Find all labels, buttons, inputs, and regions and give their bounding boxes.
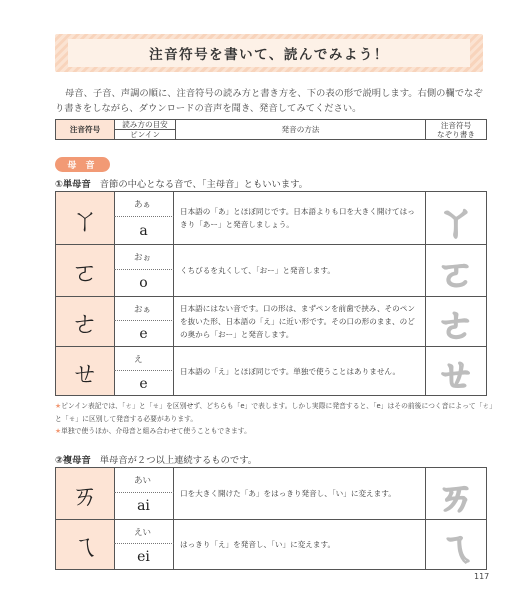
tracing-cell[interactable] — [426, 468, 486, 519]
zhuyin-symbol: ㄚ — [56, 192, 115, 244]
tracing-glyph: ㄝ — [436, 352, 475, 397]
pronunciation-desc: 日本語にはない音です。口の形は、まずペンを前歯で挟み、そのペンを抜いた形、日本語の「え」に近い形です。その口の形のまま、のどの奥から「おー」と発音します。 — [174, 297, 426, 346]
compound-vowel-heading-num: ②複母音 — [55, 455, 91, 466]
pinyin-reading: ei — [114, 543, 174, 570]
note-item — [55, 400, 495, 425]
table-row — [56, 346, 486, 395]
note-text: ピンイン表記では、「ㄜ」と「ㄝ」を区別せず、どちらも「e」で表します。しかし実際に発音すると、「e」はその前後につく音によって「ㄜ」と「ㄝ」に区別して発音する必要があります。 — [55, 402, 493, 423]
pinyin-reading: a — [114, 216, 174, 244]
pinyin-reading: e — [114, 320, 174, 346]
tracing-glyph: ㄚ — [436, 199, 475, 244]
zhuyin-symbol: ㄞ — [56, 468, 115, 519]
pronunciation-desc: くちびるを丸くして、「おー」と発音します。 — [174, 245, 426, 296]
title-banner — [55, 34, 483, 72]
tracing-cell[interactable] — [426, 245, 486, 296]
table-row — [56, 519, 486, 569]
kana-reading: えい — [114, 520, 174, 543]
page-title: 注音符号を書いて、読んでみよう！ — [68, 39, 470, 67]
table-row — [56, 296, 486, 346]
zhuyin-symbol: ㄝ — [56, 347, 115, 395]
legend-tracing: 注音符号 なぞり書き — [426, 120, 487, 140]
note-text: 単独で使うほか、介母音と組み合わせて使うこともできます。 — [61, 427, 251, 435]
star-icon: ★ — [55, 427, 62, 435]
tracing-cell[interactable] — [426, 297, 486, 346]
compound-vowel-heading-text: 単母音が２つ以上連続するものです。 — [99, 455, 258, 466]
zhuyin-symbol: ㄟ — [56, 520, 115, 569]
tracing-glyph: ㄛ — [436, 252, 475, 296]
tracing-glyph: ㄜ — [436, 303, 475, 347]
note-item — [55, 425, 495, 438]
zhuyin-symbol: ㄜ — [56, 297, 115, 346]
intro-paragraph: 母音、子音、声調の順に、注音符号の読み方と書き方を、下の表の形で説明します。右側の欄でなぞり書きをしながら、ダウンロードの音声を聞き、発音してみてください。 — [55, 88, 483, 114]
tracing-glyph: ㄟ — [436, 526, 475, 570]
kana-reading: おぉ — [114, 245, 174, 269]
tracing-cell[interactable] — [426, 192, 486, 244]
tracing-cell[interactable] — [426, 520, 486, 569]
legend-reading: 読み方の目安 — [115, 120, 176, 130]
tracing-glyph: ㄞ — [436, 475, 475, 519]
table-row — [56, 192, 486, 244]
pronunciation-desc: 日本語の「あ」とほぼ同じです。日本語よりも口を大きく開けてはっきり「あー」と発音しましょう。 — [174, 192, 426, 244]
section-label-vowels: 母 音 — [55, 157, 110, 172]
single-vowel-table — [55, 191, 487, 396]
single-vowel-heading-text: 音節の中心となる音で、「主母音」ともいいます。 — [99, 179, 308, 190]
pronunciation-desc: 口を大きく開けた「あ」をはっきり発音し、「い」に変えます。 — [174, 468, 426, 519]
compound-vowel-table — [55, 467, 487, 570]
kana-reading: おぁ — [114, 297, 174, 320]
pronunciation-desc: はっきり「え」を発音し、「い」に変えます。 — [174, 520, 426, 569]
legend-pinyin: ピンイン — [115, 130, 176, 140]
kana-reading: え — [114, 347, 174, 370]
compound-vowel-heading — [55, 452, 257, 466]
legend-method: 発音の方法 — [176, 120, 426, 140]
kana-reading: あぁ — [114, 192, 174, 216]
table-row — [56, 244, 486, 296]
legend-symbol: 注音符号 — [56, 120, 115, 140]
pinyin-reading: e — [114, 370, 174, 396]
page-number: 117 — [474, 572, 490, 581]
legend-table — [55, 119, 487, 140]
single-vowel-heading-num: ①単母音 — [55, 179, 91, 190]
zhuyin-symbol: ㄛ — [56, 245, 115, 296]
notes — [55, 400, 495, 438]
pronunciation-desc: 日本語の「え」とほぼ同じです。単独で使うことはありません。 — [174, 347, 426, 395]
table-row — [56, 468, 486, 519]
kana-reading: あい — [114, 468, 174, 492]
pinyin-reading: o — [114, 269, 174, 296]
pinyin-reading: ai — [114, 492, 174, 519]
single-vowel-heading — [55, 176, 308, 190]
tracing-cell[interactable] — [426, 347, 486, 395]
star-icon: ★ — [55, 402, 62, 410]
